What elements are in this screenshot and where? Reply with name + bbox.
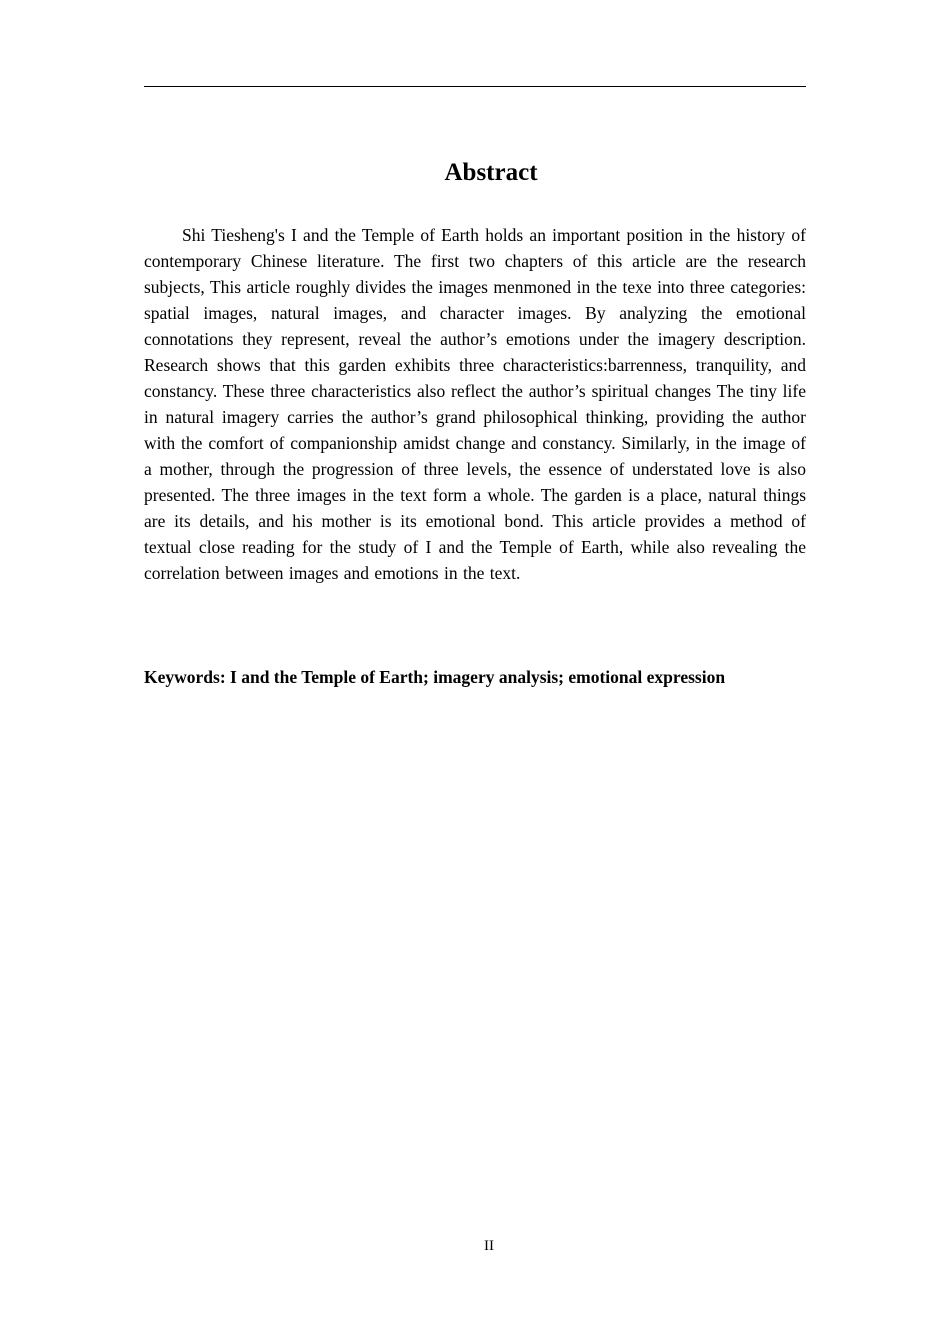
abstract-body: Shi Tiesheng's I and the Temple of Earth holds an important position in the history of contemporary Chinese literature. The first two chapters of this article are the research subjects, This article roughly divides the images menmoned in the texe into three categories: spatial images, natural images, and character images. By analyzing the emotional connotations they represent, reveal the author’s emotions under the imagery description. Research shows that this garden exhibits three characteristics:barrenness, tranquility, and constancy. These three characteristics also reflect the author’s spiritual changes The tiny life in natural imagery carries the author’s grand philosophical thinking, providing the author with the comfort of companionship amidst change and constancy. Similarly, in the image of a mother, through the progression of three levels, the essence of understated love is also presented. The three images in the text form a whole. The garden is a place, natural things are its details, and his mother is its emotional bond. This article provides a method of textual close reading for the study of I and the Temple of Earth, while also revealing the correlation between images and emotions in the text. [144, 225, 806, 583]
page-title: Abstract [444, 159, 538, 186]
page-number: II [484, 1238, 494, 1254]
keywords-line: Keywords: I and the Temple of Earth; imagery analysis; emotional expression [144, 667, 726, 687]
header-rule [144, 86, 806, 87]
